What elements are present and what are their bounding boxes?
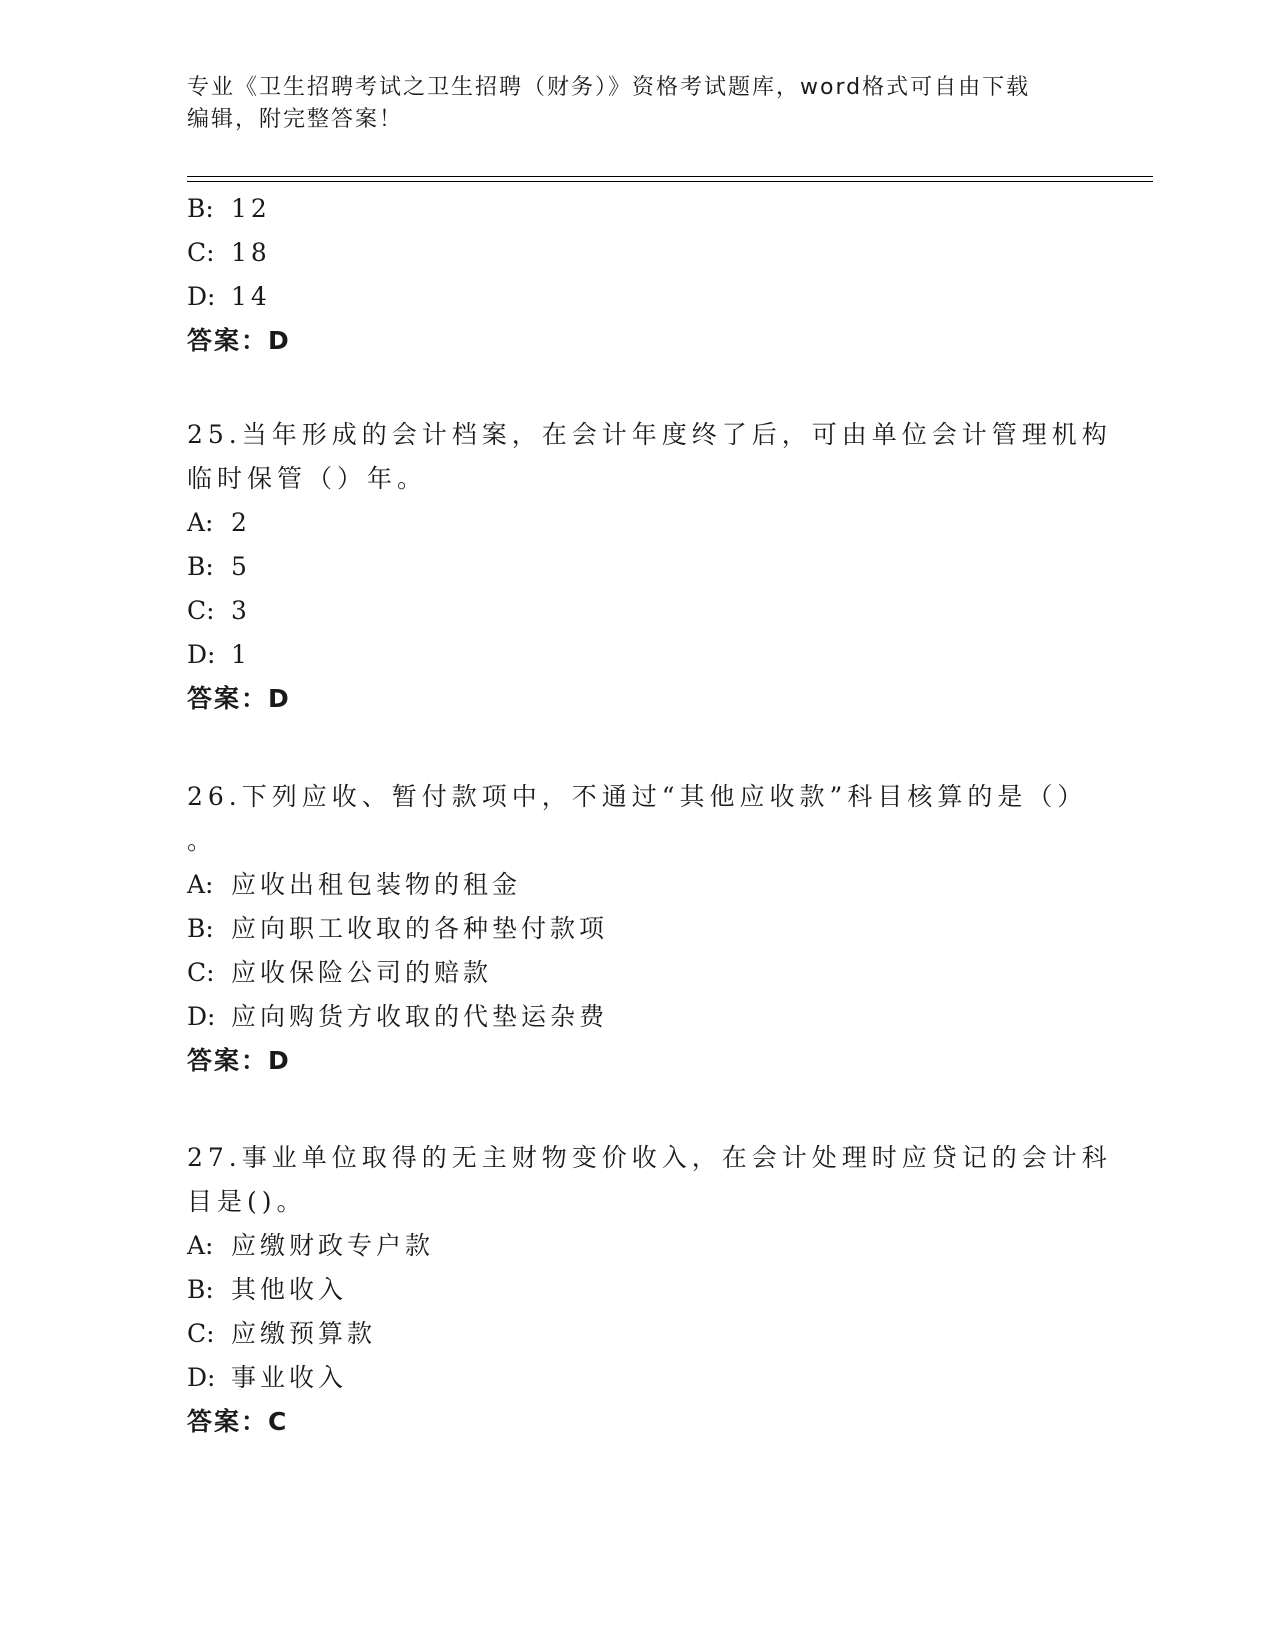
answer: 答案：D: [187, 1046, 291, 1075]
answer: 答案：C: [187, 1407, 289, 1436]
document-header: [187, 72, 1067, 136]
option-c: C: 应缴预算款: [187, 1319, 377, 1348]
option-a: A: 应收出租包装物的租金: [187, 870, 522, 899]
option-c: C: 应收保险公司的赔款: [187, 958, 493, 987]
option-d: D: 14: [187, 282, 271, 311]
option-c: C: 18: [187, 238, 271, 267]
option-b: B: 其他收入: [187, 1275, 348, 1304]
option-a: A: 应缴财政专户款: [187, 1231, 435, 1260]
question-26-line-2: 。: [187, 826, 218, 855]
question-26-line-1: 26.下列应收、暂付款项中，不通过“其他应收款”科目核算的是（）: [187, 782, 1088, 811]
header-divider-top: [187, 176, 1153, 177]
header-line-1: 专业《卫生招聘考试之卫生招聘（财务）》资格考试题库，word格式可自由下载: [187, 75, 1031, 100]
option-a: A: 2: [187, 508, 251, 537]
question-27-line-2: 目是()。: [187, 1187, 307, 1216]
option-d: D: 应向购货方收取的代垫运杂费: [187, 1002, 609, 1031]
answer: 答案：D: [187, 326, 291, 355]
header-divider-bottom: [187, 181, 1153, 182]
option-d: D: 事业收入: [187, 1363, 348, 1392]
question-27-line-1: 27.事业单位取得的无主财物变价收入，在会计处理时应贷记的会计科: [187, 1143, 1112, 1172]
option-b: B: 应向职工收取的各种垫付款项: [187, 914, 609, 943]
question-25-line-2: 临时保管（）年。: [187, 464, 428, 493]
question-25-line-1: 25.当年形成的会计档案，在会计年度终了后，可由单位会计管理机构: [187, 420, 1112, 449]
option-c: C: 3: [187, 596, 251, 625]
option-d: D: 1: [187, 640, 251, 669]
option-b: B: 12: [187, 194, 271, 223]
header-line-2: 编辑，附完整答案！: [187, 107, 404, 132]
answer: 答案：D: [187, 684, 291, 713]
option-b: B: 5: [187, 552, 251, 581]
